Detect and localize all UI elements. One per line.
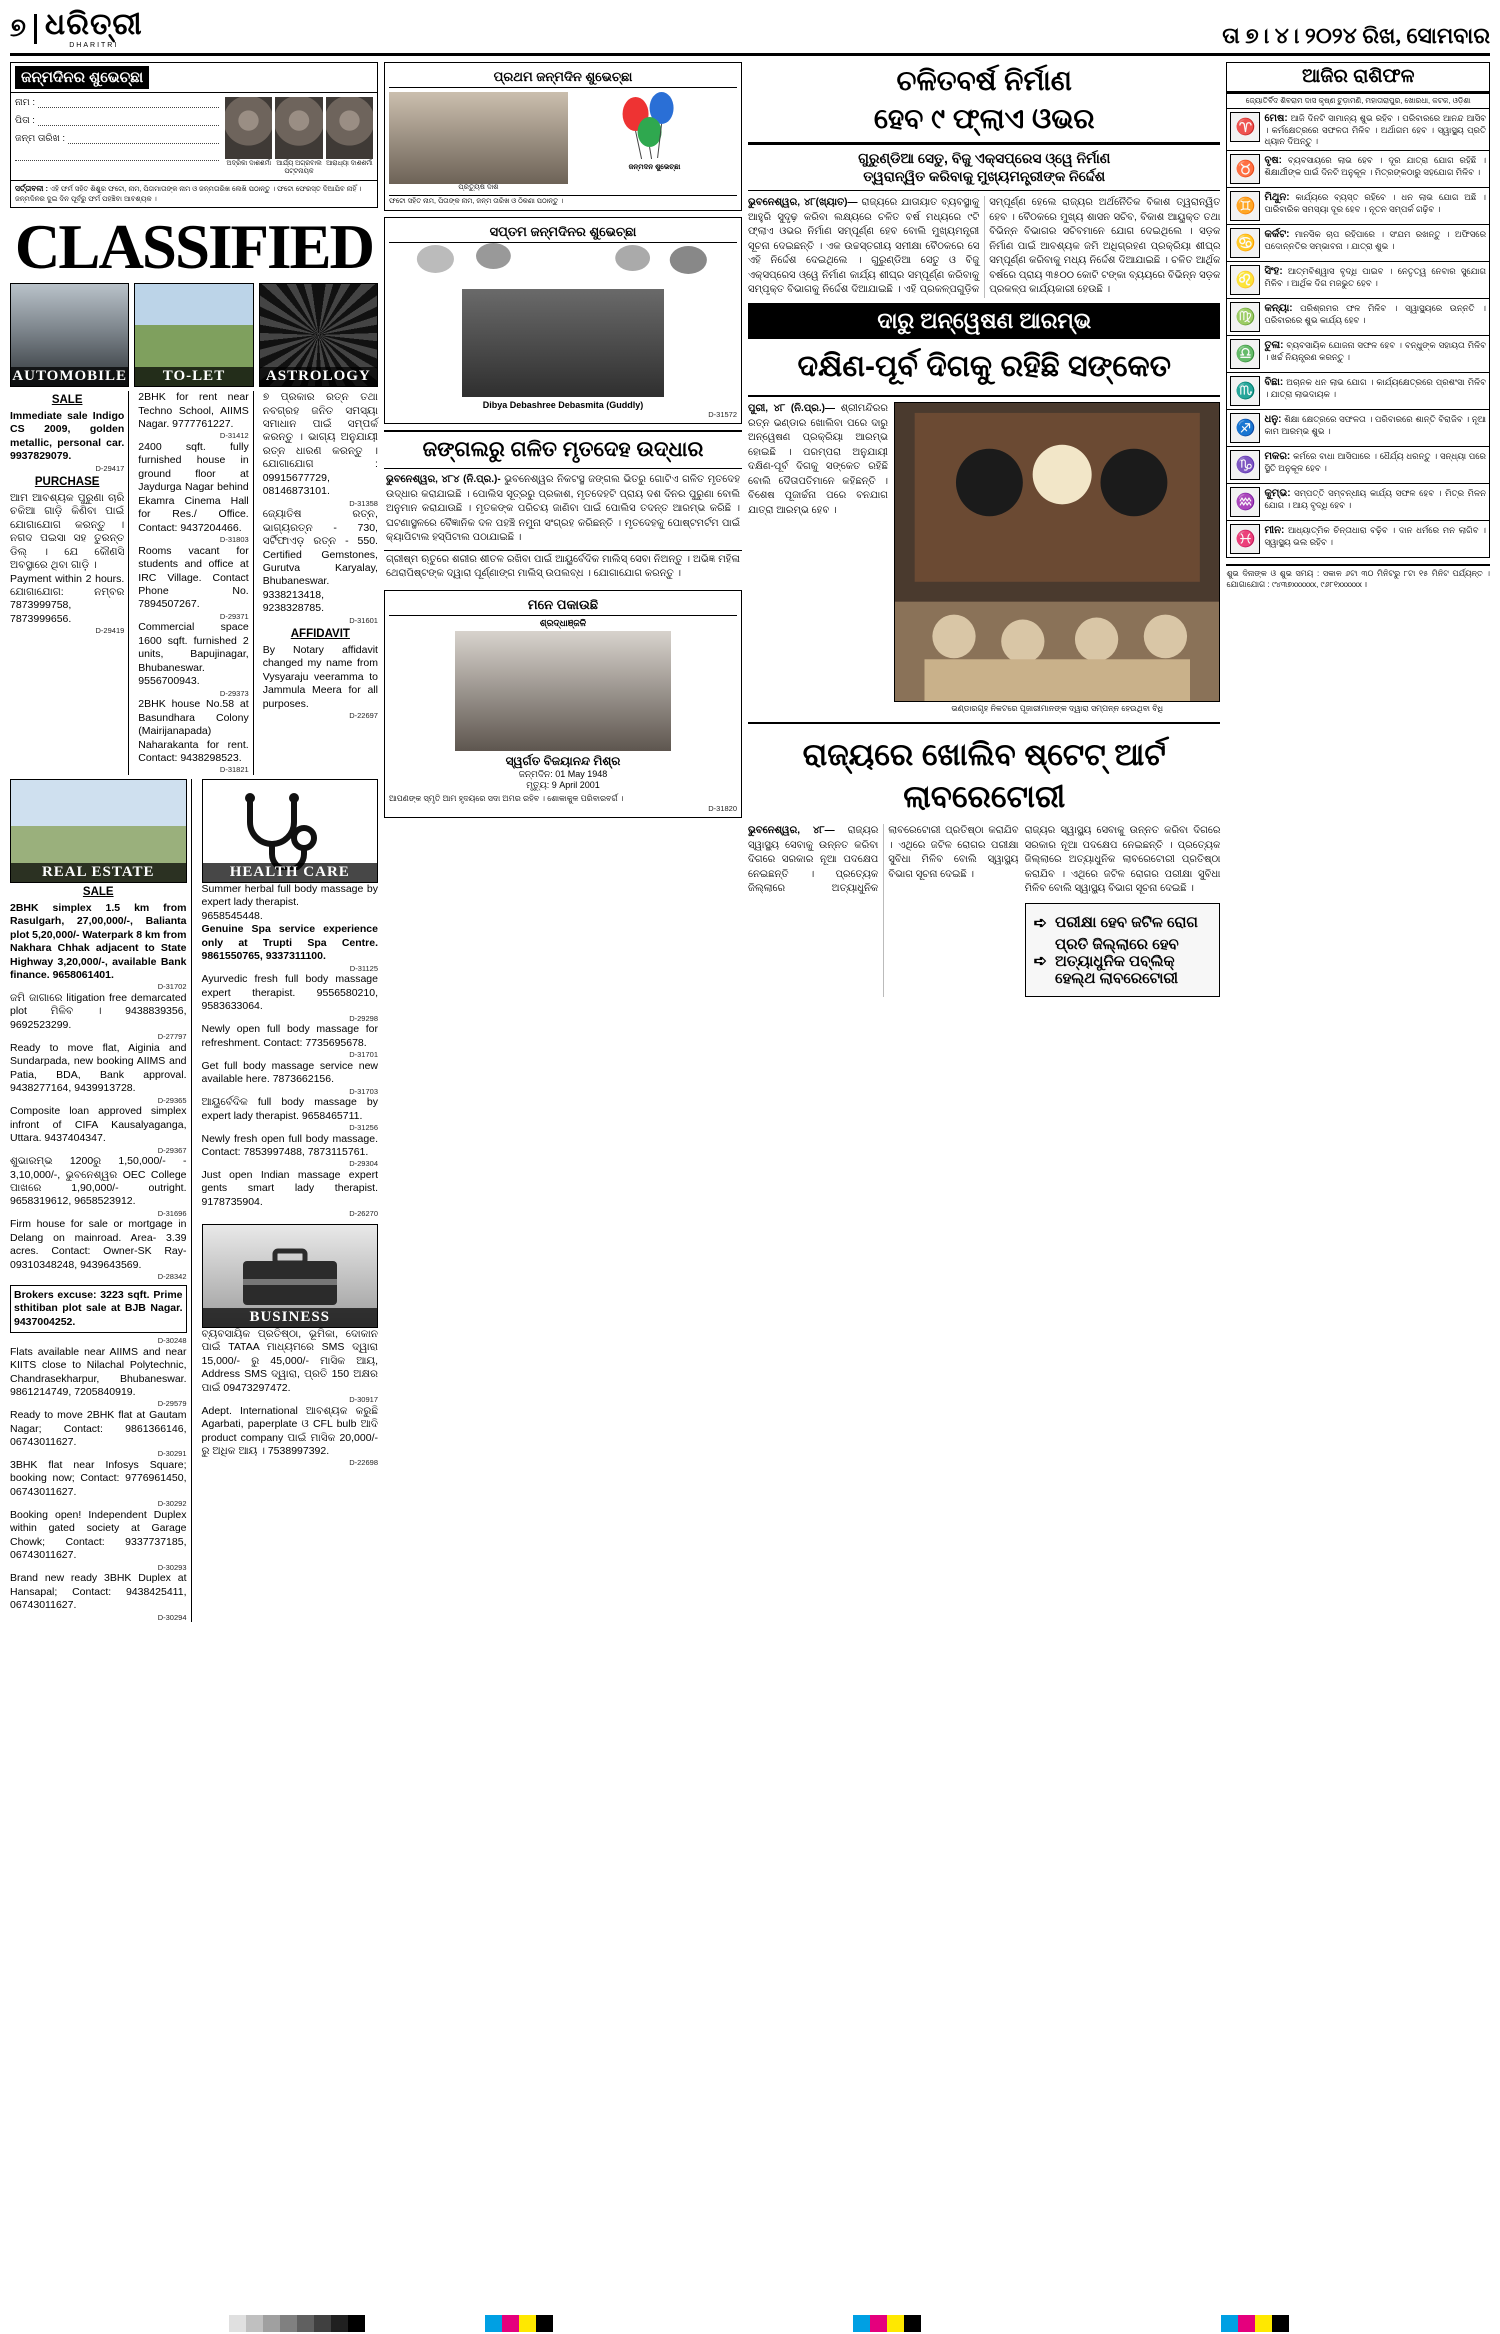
sign-name: ମେଷ: [1264,113,1288,125]
aquarius-icon: ♒ [1230,487,1260,517]
realestate-ad: ଜମି ଜାଗାରେ litigation free demarcated plot ମିଳିବ । 9438839356, 9692523299. [10,991,187,1031]
lead-subhead-2: ତ୍ୱରାନ୍ୱିତ କରିବାକୁ ମୁଖ୍ୟମନ୍ତ୍ରୀଙ୍କ ନିର୍ଦ୍ଦେଶ [748,167,1220,191]
ad-ref: D-31601 [349,615,378,625]
ad-ref: D-31358 [349,498,378,508]
astrologer-credit: ଜ୍ୟୋତିର୍ବିଦ ଶିବରାମ ଦାସ କୃଷ୍ଣ ଚୁଡ଼ାମଣି, ମହାତାରାପୁର, ଖୋରଧା, କଟକ, ଓଡ଼ିଶା [1227,93,1489,109]
sign-name: କର୍କଟ: [1264,229,1290,241]
column-left [10,62,378,2292]
cmyk-swatches-left [485,2315,553,2332]
page-number: ୭ [10,13,26,42]
memorial-box [384,590,742,818]
health-side-text: ଗ୍ରୀଷ୍ମ ଋତୁରେ ଶରୀର ଶୀତଳ ରଖିବା ପାଇଁ ଆୟୁର୍ବେଦିକ ମାଲିସ୍ ସେବା ନିଅନ୍ତୁ । ଅଭିଜ୍ଞ ମହିଳା ଥେରାପିଷ୍ଟଙ୍କ ଦ୍ୱାରା ପୂର୍ଣ୍ଣାଙ୍ଗ ମାଲିସ୍ ଉପଲବ୍ଧ । ଯୋଗାଯୋଗ କରନ୍ତୁ । [384,550,742,584]
masthead-left [10,8,143,49]
print-color-bar [0,2312,1500,2334]
sign-text: ବ୍ୟବସାୟିକ ଯୋଜନା ସଫଳ ହେବ । ବନ୍ଧୁଙ୍କ ସହାୟତା ମିଳିବ । ଖର୍ଚ୍ଚ ନିୟନ୍ତ୍ରଣ କରନ୍ତୁ । [1264,340,1487,363]
ad-ref: D-31821 [219,765,249,775]
liquor-banner: ଦାରୁ ଅନ୍ୱେଷଣ ଆରମ୍ଭ [748,303,1220,339]
classified-text-row-1 [10,391,378,775]
horoscope-sign [1227,410,1489,447]
ad-ref: D-30294 [157,1612,187,1622]
birthday-greeting-title: ଜନ୍ମଦିନର ଶୁଭେଚ୍ଛା [15,66,149,89]
birthday-field-row[interactable] [15,97,219,108]
birthday-field-label: ପିତା : [15,115,35,126]
page-grid [10,62,1490,2292]
health-ad: Newly open full body massage for refreshment. Contact: 7735695678. [201,1023,378,1049]
sign-text: ମାନସିକ ଚାପ ରହିପାରେ । ସଂଯମ ରଖନ୍ତୁ । ଅଫିସରେ ପଦୋନ୍ନତିର ସମ୍ଭାବନା । ଯାତ୍ରା ଶୁଭ । [1264,229,1487,252]
sign-name: ମକର: [1264,451,1291,463]
column-middle [384,62,742,2292]
aries-icon: ♈ [1230,112,1260,142]
drain-dateline: ଭୁବନେଶ୍ୱର, ୪୮୪ (ନି.ପ୍ର.)- [385,474,501,486]
tolet-ad-text: 2400 sqft. fully furnished house in ground floor at Jaydurga Nagar behind Ekamra Cinema Hall for Res./ Office. Contact: 9437204466. [138,441,249,534]
sign-text: କର୍ମରେ ବାଧା ଆସିପାରେ । ଧୈର୍ଯ୍ୟ ଧରନ୍ତୁ । ସନ୍ଧ୍ୟା ପରେ ସ୍ଥିତି ଅନୁକୂଳ ହେବ । [1264,451,1486,474]
health-ad: Ayurvedic fresh full body massage expert therapist. 9556580210, 9583633064. [201,973,378,1013]
memorial-subtitle: ଶ୍ରଦ୍ଧାଞ୍ଜଳି [539,617,587,628]
birthday-field-line[interactable] [38,98,219,108]
realestate-ad: 3BHK flat near Infosys Square; booking now; Contact: 9776961450, 06743011627. [10,1458,187,1498]
realestate-ad: 2BHK simplex 1.5 km from Rasulgarh, 27,00,000/-, Balianta plot 5,20,000/- Waterpark 8 km from Nakhara Chhak adjacent to State Highway 3,20,000/-, available Bank finance. 9658061401. [10,901,187,981]
balloon-icon [389,243,737,289]
zodiac-icon [259,283,378,387]
lead-headline-line1: ଚଳିତବର୍ଷ ନିର୍ମାଣ [896,65,1072,96]
tolet-ad [138,545,248,622]
scorpio-icon: ♏ [1230,376,1260,406]
publication-logo: ଧରିତ୍ରୀ [44,8,143,41]
lead-subhead-1: ଗୁରୁଣ୍ଡିଆ ସେତୁ, ବିଜୁ ଏକ୍ସପ୍ରେସ ଓ୍ୱେ ନିର୍ମାଣ [858,149,1111,166]
ad-ref: D-29365 [157,1095,187,1105]
ad-ref: D-30293 [157,1562,187,1572]
sign-text: ବ୍ୟବସାୟରେ ଲାଭ ହେବ । ଦୂର ଯାତ୍ରା ଯୋଗ ରହିଛି । ଶିକ୍ଷାର୍ଥୀଙ୍କ ପାଇଁ ଦିନଟି ଅନୁକୂଳ । ମିତ୍ରଙ୍କଠାରୁ ସହଯୋଗ ମିଳିବ । [1264,155,1487,178]
liquor-body-text: ଶ୍ରୀମନ୍ଦିରର ରତ୍ନ ଭଣ୍ଡାର ଖୋଲିବା ପରେ ଦାରୁ ଅନ୍ୱେଷଣ ପ୍ରକ୍ରିୟା ଆରମ୍ଭ ହୋଇଛି । ପରମ୍ପରା ଅନୁଯାୟୀ ଦକ୍ଷିଣ-ପୂର୍ବ ଦିଗକୁ ସଙ୍କେତ ରହିଛି ବୋଲି ଦୈତାପତିମାନେ କହିଛନ୍ତି । ବିଶେଷ ପୂଜାର୍ଚ୍ଚନା ପରେ ବନଯାଗ ଯାତ୍ରା ଆରମ୍ଭ ହେବ । [748,403,888,516]
ad-ref: D-29298 [349,1013,378,1023]
sign-name: ବୃଷ: [1264,155,1282,167]
lab-bullet-text: ପ୍ରତି ଜିଲ୍ଲାରେ ହେବ ଅତ୍ୟାଧୁନିକ ପବ୍ଲିକ୍ ହେଲ୍‌ଥ ଲାବରେଟୋରୀ [1054,935,1179,987]
ads-astrology [259,391,378,775]
realestate-ad: Ready to move 2BHK flat at Gautam Nagar; Contact: 9861366146, 06743011627. [10,1409,187,1448]
sign-text: ଆଜି ଦିନଟି ସାମାନ୍ୟ ଶୁଭ ରହିବ । ପରିବାରରେ ଆନନ୍ଦ ଆସିବ । କର୍ମକ୍ଷେତ୍ରରେ ସଫଳତା ମିଳିବ । ଅର୍ଥାଗମ ହେବ । ସ୍ୱାସ୍ଥ୍ୟ ପ୍ରତି ଧ୍ୟାନ ଦିଅନ୍ତୁ । [1264,113,1487,147]
sign-text: ଆଧ୍ୟାତ୍ମିକ ଚିନ୍ତାଧାରା ବଢ଼ିବ । ଦାନ ଧର୍ମରେ ମନ ଲାଗିବ । ସ୍ୱାସ୍ଥ୍ୟ ଭଲ ରହିବ । [1264,525,1487,548]
ad-ref: D-31703 [349,1086,378,1096]
libra-icon: ♎ [1230,339,1260,369]
horoscope-sign [1227,373,1489,410]
ad-ref: D-22697 [349,711,378,721]
birthday-field-line[interactable] [15,151,219,161]
lab-bullet-box [1025,903,1221,997]
birthday-field-row[interactable] [15,151,219,161]
category-label: BUSINESS [203,1308,378,1327]
sign-name: ତୁଳା: [1264,340,1284,352]
first-birthday-title: ପ୍ରଥମ ଜନ୍ମଦିନ ଶୁଭେଚ୍ଛା [389,67,737,88]
tolet-ad-text: Rooms vacant for students and office at IRC Village. Contact Phone No. 7894507267. [138,544,249,611]
birthday-photo [326,97,373,176]
drain-body-headline: ଜଙ୍ଗଲରୁ ଗଳିତ ମୃତଦେହ ଉଦ୍ଧାର [384,430,742,469]
memorial-text: ଆପଣଙ୍କ ସ୍ମୃତି ଆମ ହୃଦୟରେ ସଦା ଅମର ରହିବ । ଶୋକାକୁଳ ପରିବାରବର୍ଗ । [388,793,624,803]
ad-ref: D-30248 [157,1336,187,1346]
horoscope-footer-note: ଶୁଭ ଦିନାଙ୍କ ଓ ଶୁଭ ସମୟ : ସକାଳ ୬ଟା ୩୦ ମିନିଟରୁ ୮ଟା ୧୫ ମିନିଟ ପର୍ଯ୍ୟନ୍ତ । ଯୋଗାଯୋଗ : ୯୪୩୭xxxxxx, ୯୬୮୧xxxxxx । [1226,564,1490,590]
horoscope-sign [1227,151,1489,188]
lead-body-text: ରାଜ୍ୟରେ ଯାତାୟାତ ବ୍ୟବସ୍ଥାକୁ ଆହୁରି ସୁଦୃଢ଼ କରିବା ଲକ୍ଷ୍ୟରେ ଚଳିତ ବର୍ଷ ମଧ୍ୟରେ ୯ଟି ଫ୍ଲାଏ ଓଭର ନିର୍ମାଣ ସମ୍ପୂର୍ଣ୍ଣ ହେବ ବୋଲି ମୁଖ୍ୟମନ୍ତ୍ରୀ ସୂଚନା ଦେଇଛନ୍ତି । ଏକ ଉଚ୍ଚସ୍ତରୀୟ ସମୀକ୍ଷା ବୈଠକରେ ସେ ଏହି ନିର୍ଦ୍ଦେଶ ଦେଇଥିଲେ । ଗୁରୁଣ୍ଡିଆ ସେତୁ ଓ ବିଜୁ ଏକ୍ସପ୍ରେସ ଓ୍ୱେ ନିର୍ମାଣ କାର୍ଯ୍ୟ ଶୀଘ୍ର ସମ୍ପୂର୍ଣ୍ଣ କରିବାକୁ ସମ୍ପୃକ୍ତ ବିଭାଗକୁ ନିର୍ଦ୍ଦେଶ ଦିଆଯାଇଛି । ଏହି ପ୍ରକଳ୍ପଗୁଡ଼ିକ ସମ୍ପୂର୍ଣ୍ଣ ହେଲେ ରାଜ୍ୟର ଅର୍ଥନୈତିକ ବିକାଶ ତ୍ୱରାନ୍ୱିତ ହେବ । ବୈଠକରେ ମୁଖ୍ୟ ଶାସନ ସଚିବ, ବିକାଶ ଆୟୁକ୍ତ ତଥା ବିଭିନ୍ନ ବିଭାଗର ସଚିବମାନେ ଯୋଗ ଦେଇଥିଲେ । ସଡ଼କ ନିର୍ମାଣ ପାଇଁ ଆବଶ୍ୟକ ଜମି ଅଧିଗ୍ରହଣ ପ୍ରକ୍ରିୟା ଶୀଘ୍ର ସମ୍ପୂର୍ଣ୍ଣ କରିବାକୁ ମଧ୍ୟ ନିର୍ଦ୍ଦେଶ ଦିଆଯାଇଛି । ଚଳିତ ଆର୍ଥିକ ବର୍ଷରେ ପ୍ରାୟ ୩୫୦୦ କୋଟି ଟଙ୍କା ବ୍ୟୟରେ ବିଭିନ୍ନ ସଡ଼କ ପ୍ରକଳ୍ପ କାର୍ଯ୍ୟକାରୀ ହେଉଛି । [748,197,1221,296]
birthday-photo-caption: ଆରାଧ୍ୟା ଦାଶଶର୍ମା [326,160,373,167]
ad-ref: D-31820 [708,803,738,813]
tolet-ad [138,441,248,545]
realestate-ad: Booking open! Independent Duplex within gated society at Garage Chowk; Contact: 9337737185, 06743011627. [10,1508,187,1562]
photo-caption: ଭଣ୍ଡାରଗୃହ ନିକଟରେ ପୂଜାରୀମାନଙ୍କ ଦ୍ୱାରା ସମ୍ପନ୍ନ ହେଉଥିବା ବିଧି [951,704,1164,714]
issue-date: ତା ୭ ୲ ୪ ୲ ୨୦୨୪ ରିଖ, ସୋମବାର [1222,23,1490,48]
birthday-photo [225,97,272,176]
ad-ref: D-26270 [349,1209,378,1219]
seventh-birthday-title: ସପ୍ତମ ଜନ୍ମଦିନର ଶୁଭେଚ୍ଛା [389,222,737,243]
memorial-death-date: ମୃତ୍ୟୁ: 9 April 2001 [526,779,600,790]
masthead-divider [34,14,37,44]
health-ad: Genuine Spa service experience only at Trupti Spa Centre. 9861550765, 9337311100. [201,923,378,963]
horoscope-sign [1227,484,1489,521]
gemini-icon: ♊ [1230,191,1260,221]
birthday-photo-caption: ଅଦ୍ରିକା ଦାଶଶର୍ମା [226,160,272,167]
temple-ritual-photo [894,402,1221,702]
cancer-icon: ♋ [1230,228,1260,258]
category-label: ASTROLOGY [260,367,377,386]
realestate-featured-ad: Brokers excuse: 3223 sqft. Prime sthitiban plot sale at BJB Nagar. 9437004252. [10,1285,187,1333]
sign-text: ପରିଶ୍ରମର ଫଳ ମିଳିବ । ସ୍ୱାସ୍ଥ୍ୟରେ ଉନ୍ନତି । ପରିବାରରେ ଶୁଭ କାର୍ଯ୍ୟ ହେବ । [1264,303,1486,326]
column-right [1226,62,1490,2292]
ad-ref: D-31803 [219,535,249,545]
horoscope-sign [1227,188,1489,225]
category-label: AUTOMOBILE [12,368,128,385]
tolet-ad-text: 2BHK for rent near Techno School, AIIMS Nagar. 9777761227. [138,391,249,430]
lab-bullet-text: ପରୀକ୍ଷା ହେବ ଜଟିଳ ରୋଗ [1054,914,1198,932]
lab-bullet [1034,913,1212,933]
health-ad: Just open Indian massage expert gents smart lady therapist. 9178735904. [201,1169,378,1208]
category-label: REAL ESTATE [11,863,186,882]
virgo-icon: ♍ [1230,302,1260,332]
realestate-ad: Brand new ready 3BHK Duplex at Hansapal; Contact: 9438425411, 06743011627. [10,1572,187,1612]
birthday-greeting-box [10,62,378,208]
birthday-field-line[interactable] [38,116,219,126]
astrology-ad-text: ୭ ପ୍ରକାର ରତ୍ନ ତଥା ନବଗ୍ରହ ଜନିତ ସମସ୍ୟା ସମାଧାନ ପାଇଁ ସମ୍ପର୍କ କରନ୍ତୁ । ଭାଗ୍ୟ ଅନୁଯାୟୀ ରତ୍ନ ଧାରଣ କରନ୍ତୁ । ଯୋଗାଯୋଗ : 09915677729, 08146873101. [262,391,378,498]
sign-name: ମିଥୁନ: [1264,192,1290,204]
affidavit-text: By Notary affidavit changed my name from Vysyaraju veeramma to Jammula Meera for all purposes. [262,644,378,710]
sign-name: କନ୍ୟା: [1264,303,1293,315]
lead-dateline: ଭୁବନେଶ୍ୱର, ୪୮(ଖ୍ୟାତ)— [748,197,858,209]
arrow-icon: ➪ [1033,914,1047,932]
ad-ref: D-31702 [157,982,187,992]
arrow-icon: ➪ [1033,953,1047,971]
horoscope-sign [1227,299,1489,336]
ad-ref: D-31125 [349,963,378,973]
realestate-sale-heading: SALE [82,886,114,899]
horoscope-sign [1227,521,1489,557]
horoscope-sign [1227,262,1489,299]
tolet-ad [138,621,248,698]
lab-headline: ରାଜ୍ୟରେ ଖୋଲିବ ଷ୍ଟେଟ୍ ଆର୍ଟ ଲାବରେଟୋରୀ [748,722,1220,824]
birthday-field-line[interactable] [68,134,219,144]
balloon-icon [572,92,737,164]
seventh-birthday-box [384,217,742,424]
ad-ref: D-31696 [157,1208,187,1218]
automobile-payment-text: Payment within 2 hours. ଯୋଗାଯୋଗ: ନମ୍ବର 7873999758, 7873999656. [10,572,125,625]
child-photo [326,97,373,159]
grayscale-ramp [212,2315,365,2332]
affidavit-heading: AFFIDAVIT [290,628,350,641]
birthday-greeting-body [11,93,377,180]
publication-logo-sub: DHARITRI [69,42,119,49]
lab-body-text: ରାଜ୍ୟର ସ୍ୱାସ୍ଥ୍ୟ ସେବାକୁ ଉନ୍ନତ କରିବା ଦିଗରେ ସରକାର ନୂଆ ପଦକ୍ଷେପ ନେଇଛନ୍ତି । ପ୍ରତ୍ୟେକ ଜିଲ୍ଲାରେ ଅତ୍ୟାଧୁନିକ ଲାବରେଟୋରୀ ପ୍ରତିଷ୍ଠା କରାଯିବ । ଏଥିରେ ଜଟିଳ ରୋଗର ପରୀକ୍ଷା ସୁବିଧା ମିଳିବ ବୋଲି ସ୍ୱାସ୍ଥ୍ୟ ବିଭାଗ ସୂଚନା ଦେଇଛି । [748,825,1019,895]
realestate-ad: Flats available near AIIMS and near KIITS close to Nilachal Polytechnic, Chandrasekharpur, Bhubaneswar. 9861214749, 7205840919. [10,1345,187,1399]
cmyk-swatches-mid [853,2315,921,2332]
taurus-icon: ♉ [1230,154,1260,184]
memorial-birth-date: ଜନ୍ମଦିନ: 01 May 1948 [518,768,608,779]
horoscope-sign [1227,225,1489,262]
lab-story [748,824,1220,997]
photo-caption: ପ୍ରତ୍ୟୁଷ ଦାଶ [458,184,499,191]
ads-health-business [198,779,379,1622]
birthday-terms-label: ସର୍ତ୍ତାବଳୀ : [15,184,48,194]
car-icon [10,283,129,387]
masthead [10,8,1490,56]
ad-ref: D-31412 [219,431,249,441]
ad-ref: D-30917 [349,1395,378,1405]
classified-card-automobile[interactable] [10,283,129,387]
capricorn-icon: ♑ [1230,450,1260,480]
ad-ref: D-29373 [219,688,249,698]
automobile-purchase-text: ଆମ ଆବଶ୍ୟକ ପୁରୁଣା ଚାରି ଚକିଆ ଗାଡ଼ି କିଣିବା ପାଇଁ ଯୋଗାଯୋଗ କରନ୍ତୁ । ନଗଦ ପଇସା ସହ ତୁରନ୍ତ ଡିଲ୍ । ଯେ କୌଣସି ଅବସ୍ଥାରେ ଥିବା ଗାଡ଼ି । [10,491,125,572]
tolet-ad-text: Commercial space 1600 sqft. furnished 2 units, Bapujinagar, Bhubaneswar. 9556700943. [138,621,249,688]
health-ad: Newly fresh open full body massage. Contact: 7853997488, 7873115761. [201,1132,378,1158]
birthday-photo-caption: ଆର୍ଯ୍ୟ ଅଗ୍ରବାଲ ପଟ୍ଟନାୟକ [276,160,322,176]
astrology-ad-text-2: ଜ୍ୟୋତିଷ ରତ୍ନ, ଭାଗ୍ୟରତ୍ନ - 730, ସର୍ଟିଫାଏଡ଼ ରତ୍ନ - 550. Certified Gemstones, Gurutva Karyalay, Bhubaneswar. 9338213418, 9238328785. [262,508,378,615]
memorial-name: ସ୍ୱର୍ଗତ ବିଜୟାନନ୍ଦ ମିଶ୍ର [505,753,621,768]
ad-ref: D-31572 [708,410,738,419]
ad-ref: D-28342 [157,1272,187,1282]
classified-wordmark: CLASSIFIED [14,212,374,283]
child-photo [462,289,664,397]
memorial-title: ମନେ ପକାଉଛି [389,595,737,616]
child-photo [275,97,322,159]
first-birthday-box [384,62,742,211]
horoscope-sign [1227,447,1489,484]
leo-icon: ♌ [1230,265,1260,295]
health-ad: 9658545448. [201,909,263,922]
sign-name: ବିଛା: [1264,377,1284,389]
child-photo [225,97,272,159]
cmyk-swatches-right [1221,2315,1289,2332]
sign-name: ଧନୁ: [1264,414,1282,426]
pisces-icon: ♓ [1230,524,1260,554]
birthday-terms [11,180,377,207]
automobile-sale-heading: SALE [51,394,83,407]
ad-ref: D-31256 [349,1122,378,1132]
birthday-field-row[interactable] [15,133,219,144]
classified-card-tolet[interactable] [134,283,253,387]
horoscope-title: ଆଜିର ରାଶିଫଳ [1227,63,1489,93]
sign-text: ଅଚାନକ ଧନ ଲାଭ ଯୋଗ । କାର୍ଯ୍ୟକ୍ଷେତ୍ରରେ ପ୍ରଶଂସା ମିଳିବ । ଯାତ୍ରା ଲାଭଦାୟକ । [1264,377,1486,400]
ads-real-estate [10,779,192,1622]
building-icon [10,779,187,883]
lead-story-body [748,191,1220,303]
automobile-sale-text: Immediate sale Indigo CS 2009, golden metallic, personal car. 9937829079. [10,409,125,463]
classified-card-astrology[interactable] [259,283,378,387]
birthday-photo-strip [225,97,373,176]
classified-row-2 [10,779,378,1622]
birthday-terms-text: ଏହି ଫର୍ମ ସହିତ ଶିଶୁର ଫଟୋ, ନାମ, ପିତାମାତାଙ୍କ ନାମ ଓ ଜନ୍ମତାରିଖ ଲେଖି ପଠାନ୍ତୁ । ଫଟୋ ଫେରସ୍ତ ଦିଆଯିବ ନାହିଁ । ଜନ୍ମଦିନର ଦୁଇ ଦିନ ପୂର୍ବରୁ ଫର୍ମ ପହଞ୍ଚିବା ଆବଶ୍ୟକ । [15,186,362,203]
health-ad: Get full body massage service new available here. 7873662156. [201,1059,378,1086]
house-icon [134,283,253,387]
tolet-ad [138,391,248,441]
horoscope-box [1226,62,1490,558]
seventh-birthday-name: Dibya Debashree Debasmita (Guddly) [482,400,644,410]
ad-ref: D-31701 [349,1050,378,1060]
lab-dateline: ଭୁବନେଶ୍ୱର, ୪୮— [748,825,835,837]
lead-headline-line2: ହେବ ୯ ଫ୍ଲାଏ ଓଭର [873,102,1095,134]
sign-text: ଆତ୍ମବିଶ୍ୱାସ ବୃଦ୍ଧି ପାଇବ । ନେତୃତ୍ୱ ନେବାର ସୁଯୋଗ ମିଳିବ । ଆର୍ଥିକ ଦିଗ ମଜଭୁତ ହେବ । [1264,266,1487,289]
ad-ref: D-29304 [349,1159,378,1169]
tolet-ad [138,698,248,775]
first-birthday-note: ଫଟୋ ସହିତ ନାମ, ପିତାଙ୍କ ନାମ, ଜନ୍ମ ତାରିଖ ଓ ଠିକଣା ପଠାନ୍ତୁ । [389,195,737,206]
ad-ref: D-29367 [157,1145,187,1155]
category-label: TO-LET [135,367,252,386]
lab-bullet [1034,936,1212,987]
sign-text: ଶିକ୍ଷା କ୍ଷେତ୍ରରେ ସଫଳତା । ପରିବାରରେ ଶାନ୍ତି ବିରାଜିବ । ନୂଆ କାମ ଆରମ୍ଭ ଶୁଭ । [1264,414,1487,437]
birthday-form [15,97,219,176]
liquor-story [748,397,1220,716]
birthday-field-row[interactable] [15,115,219,126]
realestate-ad: Composite loan approved simplex infront of CIFA Kausalyaganga, Uttara. 9437404347. [10,1105,187,1145]
ads-automobile [10,391,129,775]
realestate-ad: Firm house for sale or mortgage in Delang on mainroad. Area- 3.39 acres. Contact: Owner-SK Ray- 09310348248, 9439643569. [10,1218,187,1271]
horoscope-sign [1227,109,1489,151]
birthday-field-label: ଜନ୍ମ ତାରିଖ : [15,133,65,144]
birthday-greeting-header [11,63,377,93]
sign-name: ସିଂହ: [1264,266,1283,278]
ad-ref: D-29419 [95,626,125,636]
liquor-dateline: ପୁରୀ, ୪୮ (ନି.ପ୍ର.)— [748,403,835,415]
business-ad: Adept. International ଆବଶ୍ୟକ କରୁଛି Agarbati, paperplate ଓ CFL bulb ଆଦି product company ପାଇଁ ମାସିକ 20,000/-ରୁ ଅଧିକ ଆୟ । 7538997392. [201,1404,378,1458]
temple-photo-figure [894,402,1221,716]
ads-tolet [134,391,253,775]
birthday-photo [275,97,322,176]
business-ad: ବ୍ୟବସାୟିକ ପ୍ରତିଷ୍ଠା, ଭୂମିକା, ଦୋକାନ ପାଇଁ TATAA ମାଧ୍ୟମରେ SMS ଦ୍ୱାରା 15,000/- ରୁ 45,000/- ମାସିକ ଆୟ, Address SMS ଦ୍ୱାରା, ପ୍ରତି 150 ଅକ୍ଷର ପାଇଁ 09473297472. [201,1327,378,1394]
briefcase-icon [202,1224,379,1328]
tolet-ad-text: 2BHK house No.58 at Basundhara Colony (Mairijanapada) Naharakanta for rent. Contact: 9438298523. [138,698,249,764]
birthday-badge-text: ଜନ୍ମଦିନ ଶୁଭେଚ୍ଛା [628,164,681,171]
sign-name: କୁମ୍ଭ: [1264,488,1291,500]
sign-text: କାର୍ଯ୍ୟରେ ବ୍ୟସ୍ତ ରହିବେ । ଧନ ଲାଭ ଯୋଗ ଅଛି । ପାରିବାରିକ ସମସ୍ୟା ଦୂର ହେବ । ନୂତନ ସମ୍ପର୍କ ଗଢ଼ିବ । [1264,192,1487,215]
sign-name: ମୀନ: [1264,525,1285,537]
ad-ref: D-30292 [157,1499,187,1509]
ad-ref: D-27797 [157,1032,187,1042]
category-label: HEALTH CARE [203,863,378,882]
ad-ref: D-30291 [157,1449,187,1459]
horoscope-sign [1227,336,1489,373]
sign-text: ସମ୍ପତ୍ତି ସମ୍ବନ୍ଧୀୟ କାର୍ଯ୍ୟ ସଫଳ ହେବ । ମିତ୍ର ମିଳନ ଯୋଗ । ଆୟ ବୃଦ୍ଧି ହେବ । [1264,488,1487,511]
stethoscope-icon [202,779,379,883]
liquor-headline: ଦକ୍ଷିଣ-ପୂର୍ବ ଦିଗକୁ ରହିଛି ସଙ୍କେତ [748,339,1220,398]
realestate-ad: ଶୁଭାରମ୍ଭ 1200ରୁ 1,50,000/- - 3,10,000/-, ଭୁବନେଶ୍ୱର OEC College ପାଖରେ 1,90,000/- outright. 9658319612, 9658523912. [10,1155,187,1208]
automobile-purchase-heading: PURCHASE [34,476,100,489]
memorial-photo [455,631,671,751]
ad-ref: D-22698 [349,1458,378,1468]
child-photo [389,92,568,184]
birthday-field-label: ନାମ : [15,97,36,108]
lab-body-continued: ରାଜ୍ୟର ସ୍ୱାସ୍ଥ୍ୟ ସେବାକୁ ଉନ୍ନତ କରିବା ଦିଗରେ ସରକାର ନୂଆ ପଦକ୍ଷେପ ନେଇଛନ୍ତି । ପ୍ରତ୍ୟେକ ଜିଲ୍ଲାରେ ଅତ୍ୟାଧୁନିକ ଲାବରେଟୋରୀ ପ୍ରତିଷ୍ଠା କରାଯିବ । ଏଥିରେ ଜଟିଳ ରୋଗର ପରୀକ୍ଷା ସୁବିଧା ମିଳିବ ବୋଲି ସ୍ୱାସ୍ଥ୍ୟ ବିଭାଗ ସୂଚନା ଦେଇଛି । [1024,825,1221,895]
column-main [748,62,1220,2292]
ad-ref: D-29417 [95,463,125,473]
realestate-ad: Ready to move flat, Aiginia and Sundarpada, new booking AIIMS and Patia, BDA, Bank approval. 9438277164, 9439913728. [10,1041,187,1095]
drain-body-text: ଭୁବନେଶ୍ୱର ନିକଟସ୍ଥ ଜଙ୍ଗଲ ଭିତରୁ ଗୋଟିଏ ଗଳିତ ମୃତଦେହ ଉଦ୍ଧାର କରାଯାଇଛି । ପୋଲିସ ସୂତ୍ରରୁ ପ୍ରକାଶ, ମୃତଦେହଟି ପ୍ରାୟ ଦଶ ଦିନର ପୁରୁଣା ବୋଲି ଅନୁମାନ କରାଯାଉଛି । ମୃତକଙ୍କ ପରିଚୟ ଜାଣିବା ପାଇଁ ପୋଲିସ ତଦନ୍ତ ଆରମ୍ଭ କରିଛି । ଘଟଣାସ୍ଥଳରେ ବୈଜ୍ଞାନିକ ଦଳ ପହଞ୍ଚି ନମୁନା ସଂଗ୍ରହ କରିଛନ୍ତି । ମୃତଦେହକୁ ପୋଷ୍ଟମର୍ଟମ ପାଇଁ କ୍ୟାପିଟାଲ ହସ୍ପିଟାଲ ପଠାଯାଇଛି । [385,474,741,544]
classified-card-row-1 [10,283,378,387]
health-ad: ଆୟୁର୍ବେଦିକ full body massage by expert lady therapist. 9658465711. [201,1096,378,1122]
ad-ref: D-29371 [219,611,249,621]
sagittarius-icon: ♐ [1230,413,1260,443]
ad-ref: D-29579 [157,1399,187,1409]
health-ad: Summer herbal full body massage by expert lady therapist. [201,883,378,909]
lead-story-header [748,62,1220,145]
